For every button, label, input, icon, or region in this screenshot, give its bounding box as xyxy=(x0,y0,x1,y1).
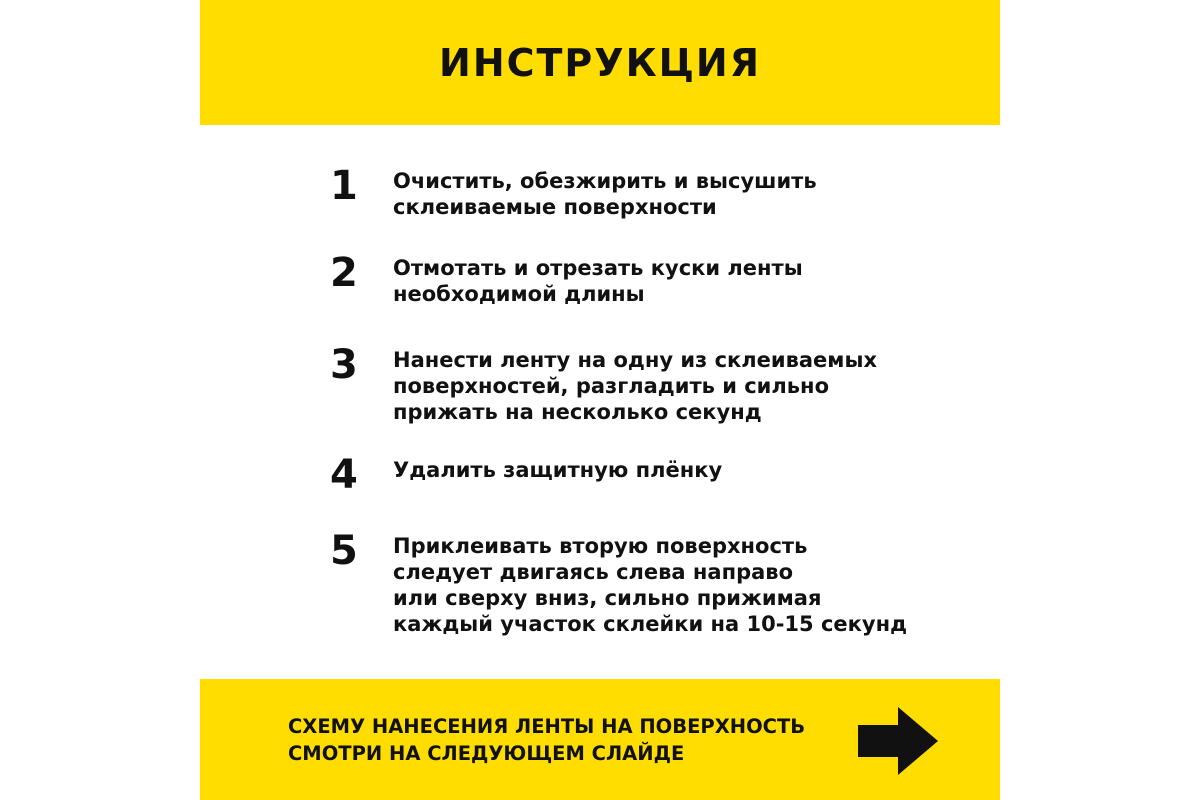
page-title: ИНСТРУКЦИЯ xyxy=(439,40,761,85)
step-number: 1 xyxy=(330,163,358,209)
step-text xyxy=(393,457,913,483)
step-number: 4 xyxy=(330,452,358,498)
step-line: склеиваемые поверхности xyxy=(393,195,717,219)
step-line: Отмотать и отрезать куски ленты xyxy=(393,256,803,280)
footer-line: СМОТРИ НА СЛЕДУЮЩЕМ СЛАЙДЕ xyxy=(288,742,685,765)
step-line: поверхностей, разгладить и сильно xyxy=(393,374,829,398)
step-line: Удалить защитную плёнку xyxy=(393,458,723,482)
step-line: необходимой длины xyxy=(393,282,645,306)
step-text xyxy=(393,255,913,307)
step-line: следует двигаясь слева направо xyxy=(393,560,794,584)
step-line: прижать на несколько секунд xyxy=(393,400,762,424)
step-text xyxy=(393,347,913,425)
step-number: 2 xyxy=(330,250,358,296)
step-line: Нанести ленту на одну из склеиваемых xyxy=(393,348,878,372)
step-text xyxy=(393,533,913,637)
footer-line: СХЕМУ НАНЕСЕНИЯ ЛЕНТЫ НА ПОВЕРХНОСТЬ xyxy=(288,715,806,738)
steps-list xyxy=(200,0,1000,680)
arrow-right-icon xyxy=(858,707,938,775)
next-slide-note xyxy=(288,713,848,767)
step-number: 3 xyxy=(330,342,358,388)
step-line: или сверху вниз, сильно прижимая xyxy=(393,586,822,610)
step-line: Приклеивать вторую поверхность xyxy=(393,534,808,558)
step-number: 5 xyxy=(330,528,358,574)
step-line: Очистить, обезжирить и высушить xyxy=(393,169,817,193)
step-text xyxy=(393,168,913,220)
instruction-card xyxy=(200,0,1000,800)
footer-banner xyxy=(200,679,1000,800)
step-line: каждый участок склейки на 10-15 секунд xyxy=(393,612,908,636)
